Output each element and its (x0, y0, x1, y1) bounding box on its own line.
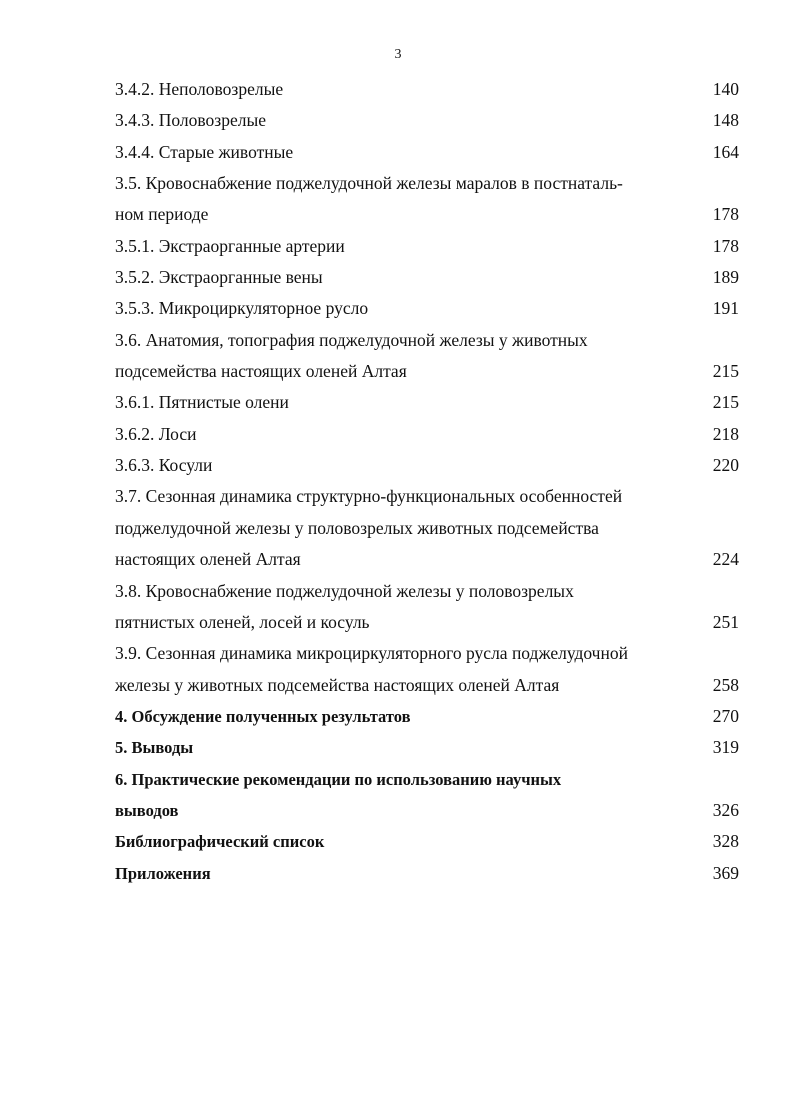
toc-row (115, 764, 741, 795)
page-number: 3 (394, 47, 402, 62)
toc-row (115, 74, 741, 105)
toc-row (115, 858, 741, 889)
toc-entry-title: 3.5. Кровоснабжение поджелудочной железы маралов в постнаталь- (115, 173, 623, 194)
toc-row (115, 670, 741, 701)
toc-row (115, 481, 741, 512)
toc-entry-page: 178 (712, 204, 739, 225)
toc-entry-title: 3.4.2. Неполовозрелые (115, 79, 284, 99)
toc-row (115, 325, 741, 356)
toc-entry-page: 328 (712, 831, 739, 852)
toc-entry-title: 3.6. Анатомия, топография поджелудочной железы у животных (115, 329, 588, 350)
toc-entry-page: 224 (712, 549, 739, 570)
toc-entry-title: Приложения (115, 863, 211, 883)
toc-row (115, 701, 741, 732)
toc-entry-title: 3.4.4. Старые животные (115, 141, 294, 162)
toc-row (115, 356, 741, 387)
toc-entry-title: 3.8. Кровоснабжение поджелудочной железы у половозрелых (115, 580, 574, 601)
toc-entry-page: 215 (712, 361, 739, 382)
toc-entry-page: 218 (712, 423, 739, 444)
toc-row (115, 387, 741, 418)
toc-row (115, 732, 741, 763)
toc-entry-title: 3.6.1. Пятнистые олени (115, 392, 289, 413)
toc-row (115, 607, 741, 638)
toc-row (115, 262, 741, 293)
toc-entry-title: выводов (115, 800, 179, 820)
toc-row (115, 513, 741, 544)
toc-row (115, 419, 741, 450)
toc-row (115, 576, 741, 607)
toc-row (115, 231, 741, 262)
toc-entry-page: 215 (712, 392, 739, 413)
toc-row (115, 450, 741, 481)
toc-entry-title: 3.5.3. Микроциркуляторное русло (115, 298, 369, 319)
toc-row (115, 544, 741, 575)
toc-row (115, 795, 741, 826)
toc-entry-title: 3.6.2. Лоси (115, 423, 197, 444)
toc-row (115, 105, 741, 136)
toc-entry-title: подсемейства настоящих оленей Алтая (115, 361, 407, 382)
toc-entry-page: 164 (712, 141, 739, 162)
toc-row (115, 293, 741, 324)
toc-row (115, 826, 741, 857)
toc-row (115, 638, 741, 669)
toc-entry-page: 220 (712, 455, 739, 476)
toc-row (115, 168, 741, 199)
toc-entry-title: 3.4.3. Половозрелые (115, 110, 266, 131)
toc-entry-page: 189 (712, 267, 739, 288)
toc-entry-title: 3.9. Сезонная динамика микроциркуляторного русла поджелудочной (115, 643, 628, 664)
toc-row (115, 137, 741, 168)
table-of-contents (115, 74, 741, 889)
toc-entry-title: пятнистых оленей, лосей и косуль (115, 611, 370, 632)
toc-entry-title: 4. Обсуждение полученных результатов (115, 706, 411, 726)
toc-entry-title: поджелудочной железы у половозрелых животных подсемейства (115, 517, 599, 538)
toc-entry-page: 178 (712, 235, 739, 256)
toc-entry-title: 3.5.2. Экстраорганные вены (115, 267, 323, 288)
toc-entry-page: 251 (712, 611, 739, 632)
toc-entry-title: 6. Практические рекомендации по использованию научных (115, 769, 562, 789)
toc-entry-title: железы у животных подсемейства настоящих оленей Алтая (115, 674, 560, 695)
toc-entry-title: 3.6.3. Косули (115, 455, 213, 476)
toc-entry-title: настоящих оленей Алтая (115, 549, 301, 570)
toc-entry-page: 140 (712, 79, 739, 99)
toc-entry-page: 369 (712, 862, 739, 883)
toc-entry-page: 191 (712, 298, 739, 319)
toc-entry-page: 270 (712, 705, 739, 726)
toc-entry-title: ном периоде (115, 204, 209, 225)
toc-entry-page: 326 (712, 799, 739, 820)
toc-entry-page: 148 (712, 110, 739, 131)
toc-entry-title: 5. Выводы (115, 738, 194, 758)
toc-entry-page: 319 (712, 737, 739, 758)
toc-entry-title: Библиографический список (115, 832, 325, 852)
toc-entry-page: 258 (712, 674, 739, 695)
toc-row (115, 199, 741, 230)
toc-entry-title: 3.5.1. Экстраорганные артерии (115, 235, 345, 256)
toc-entry-title: 3.7. Сезонная динамика структурно-функциональных особенностей (115, 486, 623, 507)
